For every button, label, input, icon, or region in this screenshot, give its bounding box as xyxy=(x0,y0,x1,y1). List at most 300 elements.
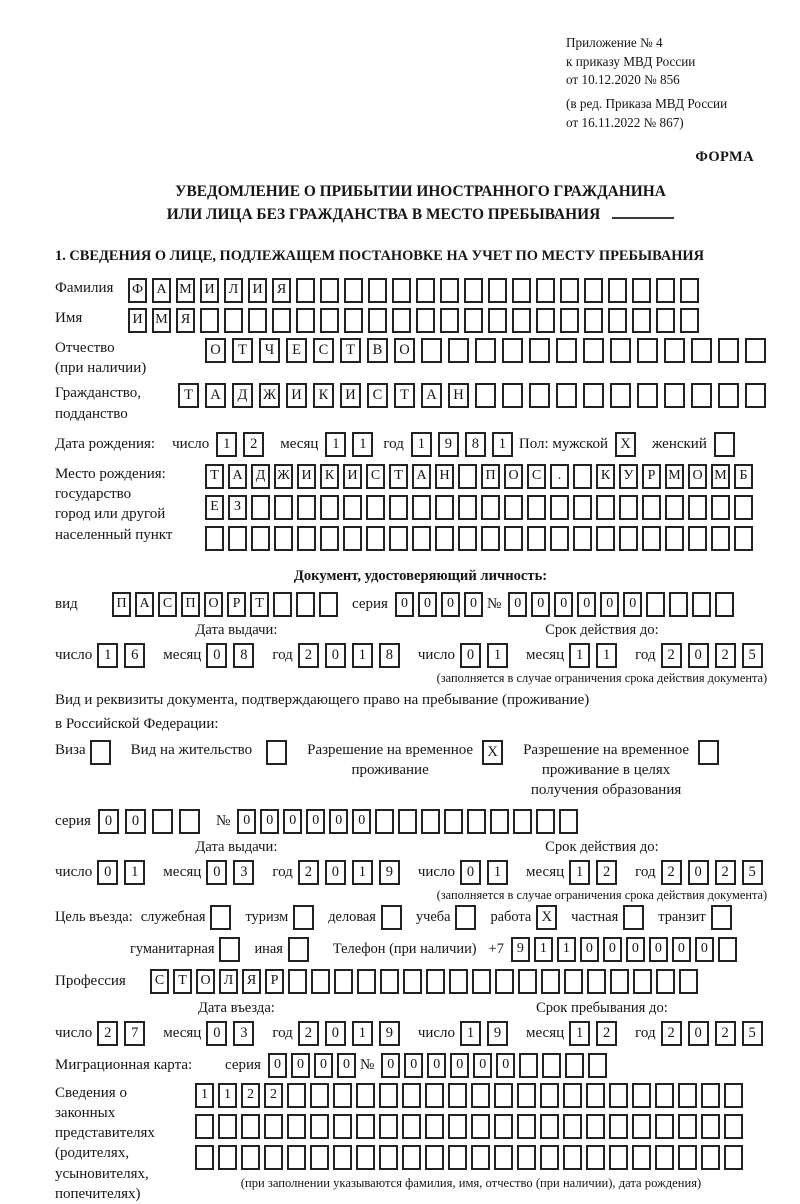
char-cell[interactable]: Б xyxy=(734,464,753,489)
char-cell[interactable] xyxy=(296,592,315,617)
char-cell[interactable] xyxy=(425,1145,444,1170)
char-cell[interactable] xyxy=(502,383,523,408)
char-cell[interactable] xyxy=(586,1083,605,1108)
char-cell[interactable] xyxy=(745,383,766,408)
char-cell[interactable]: А xyxy=(228,464,247,489)
char-cell[interactable] xyxy=(224,308,243,333)
char-cell[interactable] xyxy=(609,1083,628,1108)
char-cell[interactable]: О xyxy=(394,338,415,363)
char-cell[interactable] xyxy=(608,308,627,333)
char-cell[interactable] xyxy=(664,338,685,363)
birth-place-line2-input[interactable] xyxy=(205,495,757,520)
char-cell[interactable] xyxy=(310,1083,329,1108)
edu-permit-checkbox[interactable] xyxy=(698,740,725,765)
char-cell[interactable]: 8 xyxy=(379,643,400,668)
char-cell[interactable]: 3 xyxy=(233,860,254,885)
char-cell[interactable] xyxy=(536,278,555,303)
char-cell[interactable]: 9 xyxy=(379,1021,400,1046)
char-cell[interactable] xyxy=(678,1083,697,1108)
char-cell[interactable]: М xyxy=(711,464,730,489)
char-cell[interactable] xyxy=(646,592,665,617)
char-cell[interactable] xyxy=(556,338,577,363)
char-cell[interactable]: 0 xyxy=(688,643,709,668)
char-cell[interactable]: 0 xyxy=(268,1053,287,1078)
char-cell[interactable]: Л xyxy=(224,278,243,303)
char-cell[interactable] xyxy=(540,1114,559,1139)
char-cell[interactable] xyxy=(518,969,537,994)
char-cell[interactable]: И xyxy=(286,383,307,408)
char-cell[interactable] xyxy=(475,338,496,363)
char-cell[interactable]: 0 xyxy=(580,937,599,962)
char-cell[interactable] xyxy=(632,308,651,333)
char-cell[interactable] xyxy=(664,383,685,408)
char-cell[interactable]: 0 xyxy=(496,1053,515,1078)
char-cell[interactable]: Я xyxy=(272,278,291,303)
char-cell[interactable]: К xyxy=(596,464,615,489)
char-cell[interactable] xyxy=(251,495,270,520)
char-cell[interactable]: О xyxy=(196,969,215,994)
char-cell[interactable] xyxy=(464,308,483,333)
char-cell[interactable] xyxy=(389,495,408,520)
residence-permit-checkbox[interactable] xyxy=(266,740,293,765)
char-cell[interactable]: С xyxy=(158,592,177,617)
sex-female-checkbox[interactable] xyxy=(714,432,741,457)
entry-day-input[interactable] xyxy=(97,1021,151,1046)
char-cell[interactable]: 0 xyxy=(206,1021,227,1046)
legal-reps-line2-input[interactable] xyxy=(195,1114,747,1139)
char-cell[interactable] xyxy=(488,308,507,333)
char-cell[interactable]: Е xyxy=(286,338,307,363)
char-cell[interactable] xyxy=(448,1145,467,1170)
char-cell[interactable] xyxy=(610,338,631,363)
char-cell[interactable] xyxy=(421,809,440,834)
char-cell[interactable]: X xyxy=(615,432,636,457)
purpose-work-checkbox[interactable] xyxy=(536,905,563,930)
char-cell[interactable] xyxy=(421,338,442,363)
char-cell[interactable] xyxy=(379,1114,398,1139)
char-cell[interactable] xyxy=(560,308,579,333)
char-cell[interactable] xyxy=(632,1145,651,1170)
char-cell[interactable]: О xyxy=(205,338,226,363)
char-cell[interactable] xyxy=(264,1145,283,1170)
char-cell[interactable] xyxy=(403,969,422,994)
char-cell[interactable] xyxy=(701,1083,720,1108)
char-cell[interactable]: И xyxy=(128,308,147,333)
char-cell[interactable] xyxy=(692,592,711,617)
char-cell[interactable]: 0 xyxy=(329,809,348,834)
char-cell[interactable] xyxy=(274,526,293,551)
char-cell[interactable] xyxy=(573,464,592,489)
char-cell[interactable]: А xyxy=(152,278,171,303)
char-cell[interactable]: О xyxy=(504,464,523,489)
char-cell[interactable] xyxy=(333,1114,352,1139)
birth-place-line1-input[interactable] xyxy=(205,464,757,489)
char-cell[interactable] xyxy=(632,278,651,303)
char-cell[interactable] xyxy=(464,278,483,303)
char-cell[interactable] xyxy=(586,1114,605,1139)
char-cell[interactable] xyxy=(366,526,385,551)
char-cell[interactable] xyxy=(458,495,477,520)
char-cell[interactable] xyxy=(379,1083,398,1108)
char-cell[interactable]: А xyxy=(205,383,226,408)
char-cell[interactable] xyxy=(471,1145,490,1170)
char-cell[interactable] xyxy=(563,1145,582,1170)
char-cell[interactable] xyxy=(366,495,385,520)
char-cell[interactable] xyxy=(596,495,615,520)
migration-number-input[interactable] xyxy=(381,1053,611,1078)
char-cell[interactable]: . xyxy=(550,464,569,489)
char-cell[interactable]: О xyxy=(688,464,707,489)
birth-year-input[interactable] xyxy=(411,432,519,457)
char-cell[interactable] xyxy=(529,338,550,363)
char-cell[interactable]: 0 xyxy=(626,937,645,962)
char-cell[interactable]: 0 xyxy=(600,592,619,617)
char-cell[interactable]: С xyxy=(366,464,385,489)
char-cell[interactable] xyxy=(701,1145,720,1170)
identity-expiry-day[interactable] xyxy=(460,643,514,668)
char-cell[interactable]: 2 xyxy=(298,643,319,668)
char-cell[interactable]: 0 xyxy=(418,592,437,617)
char-cell[interactable] xyxy=(179,809,200,834)
char-cell[interactable]: 0 xyxy=(688,860,709,885)
char-cell[interactable] xyxy=(343,495,362,520)
char-cell[interactable]: 7 xyxy=(124,1021,145,1046)
char-cell[interactable] xyxy=(517,1145,536,1170)
char-cell[interactable] xyxy=(402,1145,421,1170)
char-cell[interactable] xyxy=(343,526,362,551)
char-cell[interactable]: 0 xyxy=(473,1053,492,1078)
char-cell[interactable]: П xyxy=(112,592,131,617)
char-cell[interactable]: 0 xyxy=(603,937,622,962)
char-cell[interactable] xyxy=(416,308,435,333)
char-cell[interactable] xyxy=(698,740,719,765)
char-cell[interactable]: 2 xyxy=(715,643,736,668)
char-cell[interactable]: 0 xyxy=(206,860,227,885)
char-cell[interactable]: У xyxy=(619,464,638,489)
char-cell[interactable]: 9 xyxy=(438,432,459,457)
char-cell[interactable] xyxy=(564,969,583,994)
char-cell[interactable] xyxy=(517,1114,536,1139)
char-cell[interactable]: 9 xyxy=(487,1021,508,1046)
char-cell[interactable]: 0 xyxy=(125,809,146,834)
char-cell[interactable] xyxy=(665,526,684,551)
char-cell[interactable]: О xyxy=(204,592,223,617)
char-cell[interactable] xyxy=(502,338,523,363)
char-cell[interactable]: 5 xyxy=(742,643,763,668)
char-cell[interactable]: Т xyxy=(178,383,199,408)
purpose-humanitarian-checkbox[interactable] xyxy=(219,937,246,962)
char-cell[interactable] xyxy=(718,338,739,363)
char-cell[interactable]: 1 xyxy=(569,643,590,668)
purpose-transit-checkbox[interactable] xyxy=(711,905,738,930)
char-cell[interactable] xyxy=(642,495,661,520)
doc-number-input[interactable] xyxy=(508,592,738,617)
purpose-private-checkbox[interactable] xyxy=(623,905,650,930)
char-cell[interactable]: М xyxy=(152,308,171,333)
char-cell[interactable]: 2 xyxy=(243,432,264,457)
char-cell[interactable]: 0 xyxy=(325,860,346,885)
char-cell[interactable] xyxy=(619,526,638,551)
char-cell[interactable]: 9 xyxy=(511,937,530,962)
char-cell[interactable] xyxy=(448,1083,467,1108)
char-cell[interactable] xyxy=(688,526,707,551)
char-cell[interactable]: 0 xyxy=(404,1053,423,1078)
char-cell[interactable] xyxy=(288,937,309,962)
char-cell[interactable] xyxy=(392,308,411,333)
char-cell[interactable] xyxy=(251,526,270,551)
stay-month-input[interactable] xyxy=(569,1021,623,1046)
char-cell[interactable] xyxy=(519,1053,538,1078)
char-cell[interactable]: М xyxy=(665,464,684,489)
char-cell[interactable] xyxy=(623,905,644,930)
char-cell[interactable] xyxy=(680,278,699,303)
citizenship-input[interactable] xyxy=(178,383,772,408)
char-cell[interactable] xyxy=(356,1083,375,1108)
char-cell[interactable] xyxy=(471,1114,490,1139)
char-cell[interactable]: С xyxy=(150,969,169,994)
char-cell[interactable] xyxy=(310,1114,329,1139)
char-cell[interactable]: 1 xyxy=(557,937,576,962)
char-cell[interactable] xyxy=(550,526,569,551)
char-cell[interactable] xyxy=(288,969,307,994)
char-cell[interactable] xyxy=(540,1145,559,1170)
char-cell[interactable]: И xyxy=(248,278,267,303)
char-cell[interactable] xyxy=(656,969,675,994)
char-cell[interactable]: Т xyxy=(250,592,269,617)
char-cell[interactable] xyxy=(320,278,339,303)
char-cell[interactable] xyxy=(609,1145,628,1170)
char-cell[interactable]: М xyxy=(176,278,195,303)
char-cell[interactable] xyxy=(475,383,496,408)
purpose-official-checkbox[interactable] xyxy=(210,905,237,930)
char-cell[interactable] xyxy=(724,1145,743,1170)
char-cell[interactable] xyxy=(471,1083,490,1108)
char-cell[interactable] xyxy=(637,383,658,408)
char-cell[interactable] xyxy=(210,905,231,930)
char-cell[interactable]: Л xyxy=(219,969,238,994)
char-cell[interactable] xyxy=(412,526,431,551)
char-cell[interactable] xyxy=(333,1083,352,1108)
char-cell[interactable] xyxy=(584,308,603,333)
char-cell[interactable]: X xyxy=(482,740,503,765)
entry-year-input[interactable] xyxy=(298,1021,406,1046)
char-cell[interactable] xyxy=(287,1114,306,1139)
char-cell[interactable] xyxy=(344,278,363,303)
char-cell[interactable]: П xyxy=(481,464,500,489)
char-cell[interactable] xyxy=(458,464,477,489)
char-cell[interactable]: Д xyxy=(232,383,253,408)
char-cell[interactable] xyxy=(320,308,339,333)
char-cell[interactable] xyxy=(559,809,578,834)
char-cell[interactable] xyxy=(490,809,509,834)
char-cell[interactable]: Ж xyxy=(274,464,293,489)
char-cell[interactable]: А xyxy=(135,592,154,617)
purpose-business-checkbox[interactable] xyxy=(381,905,408,930)
char-cell[interactable] xyxy=(718,383,739,408)
char-cell[interactable] xyxy=(296,278,315,303)
char-cell[interactable] xyxy=(734,495,753,520)
residence-series-input[interactable] xyxy=(98,809,206,834)
char-cell[interactable]: 0 xyxy=(577,592,596,617)
char-cell[interactable]: 0 xyxy=(688,1021,709,1046)
char-cell[interactable]: 0 xyxy=(649,937,668,962)
migration-series-input[interactable] xyxy=(268,1053,360,1078)
char-cell[interactable] xyxy=(573,495,592,520)
char-cell[interactable]: В xyxy=(367,338,388,363)
char-cell[interactable]: 2 xyxy=(298,860,319,885)
char-cell[interactable] xyxy=(344,308,363,333)
char-cell[interactable] xyxy=(678,1114,697,1139)
legal-reps-line3-input[interactable] xyxy=(195,1145,747,1170)
char-cell[interactable]: Д xyxy=(251,464,270,489)
char-cell[interactable]: 0 xyxy=(427,1053,446,1078)
char-cell[interactable] xyxy=(688,495,707,520)
char-cell[interactable] xyxy=(565,1053,584,1078)
char-cell[interactable] xyxy=(472,969,491,994)
char-cell[interactable]: 2 xyxy=(298,1021,319,1046)
char-cell[interactable] xyxy=(435,495,454,520)
char-cell[interactable] xyxy=(529,383,550,408)
char-cell[interactable] xyxy=(449,969,468,994)
char-cell[interactable] xyxy=(495,969,514,994)
char-cell[interactable]: Т xyxy=(394,383,415,408)
char-cell[interactable] xyxy=(273,592,292,617)
char-cell[interactable] xyxy=(550,495,569,520)
char-cell[interactable] xyxy=(320,526,339,551)
char-cell[interactable] xyxy=(448,1114,467,1139)
char-cell[interactable] xyxy=(272,308,291,333)
char-cell[interactable] xyxy=(381,905,402,930)
char-cell[interactable]: Т xyxy=(173,969,192,994)
char-cell[interactable]: 0 xyxy=(531,592,550,617)
char-cell[interactable] xyxy=(655,1114,674,1139)
char-cell[interactable] xyxy=(633,969,652,994)
char-cell[interactable] xyxy=(724,1083,743,1108)
char-cell[interactable] xyxy=(455,905,476,930)
char-cell[interactable] xyxy=(333,1145,352,1170)
char-cell[interactable] xyxy=(218,1145,237,1170)
char-cell[interactable] xyxy=(504,495,523,520)
char-cell[interactable] xyxy=(287,1145,306,1170)
char-cell[interactable] xyxy=(494,1145,513,1170)
char-cell[interactable]: 1 xyxy=(218,1083,237,1108)
identity-issue-year[interactable] xyxy=(298,643,406,668)
char-cell[interactable] xyxy=(380,969,399,994)
char-cell[interactable]: 1 xyxy=(487,643,508,668)
char-cell[interactable] xyxy=(517,1083,536,1108)
char-cell[interactable] xyxy=(488,278,507,303)
char-cell[interactable]: 2 xyxy=(715,1021,736,1046)
char-cell[interactable] xyxy=(642,526,661,551)
residence-expiry-day[interactable] xyxy=(460,860,514,885)
legal-reps-line1-input[interactable] xyxy=(195,1083,747,1108)
char-cell[interactable]: С xyxy=(527,464,546,489)
char-cell[interactable]: 5 xyxy=(742,860,763,885)
char-cell[interactable] xyxy=(701,1114,720,1139)
char-cell[interactable] xyxy=(691,338,712,363)
char-cell[interactable]: 0 xyxy=(672,937,691,962)
char-cell[interactable]: Т xyxy=(340,338,361,363)
char-cell[interactable]: Р xyxy=(265,969,284,994)
char-cell[interactable]: П xyxy=(181,592,200,617)
char-cell[interactable] xyxy=(610,383,631,408)
char-cell[interactable] xyxy=(444,809,463,834)
char-cell[interactable]: 2 xyxy=(661,643,682,668)
char-cell[interactable]: 1 xyxy=(352,1021,373,1046)
char-cell[interactable] xyxy=(368,278,387,303)
char-cell[interactable] xyxy=(637,338,658,363)
doc-kind-input[interactable] xyxy=(112,592,342,617)
char-cell[interactable]: 1 xyxy=(352,860,373,885)
char-cell[interactable] xyxy=(718,937,737,962)
char-cell[interactable]: К xyxy=(313,383,334,408)
purpose-tourism-checkbox[interactable] xyxy=(293,905,320,930)
char-cell[interactable]: 0 xyxy=(395,592,414,617)
char-cell[interactable]: 2 xyxy=(661,1021,682,1046)
char-cell[interactable] xyxy=(435,526,454,551)
identity-expiry-month[interactable] xyxy=(569,643,623,668)
char-cell[interactable]: И xyxy=(343,464,362,489)
temp-permit-checkbox[interactable] xyxy=(482,740,509,765)
char-cell[interactable] xyxy=(691,383,712,408)
entry-month-input[interactable] xyxy=(206,1021,260,1046)
char-cell[interactable]: С xyxy=(313,338,334,363)
char-cell[interactable] xyxy=(632,1114,651,1139)
char-cell[interactable] xyxy=(425,1114,444,1139)
char-cell[interactable] xyxy=(356,1145,375,1170)
residence-expiry-month[interactable] xyxy=(569,860,623,885)
char-cell[interactable]: 1 xyxy=(534,937,553,962)
char-cell[interactable] xyxy=(494,1083,513,1108)
char-cell[interactable] xyxy=(586,1145,605,1170)
char-cell[interactable]: 0 xyxy=(554,592,573,617)
char-cell[interactable] xyxy=(402,1083,421,1108)
purpose-other-checkbox[interactable] xyxy=(288,937,315,962)
char-cell[interactable]: 5 xyxy=(742,1021,763,1046)
residence-issue-day[interactable] xyxy=(97,860,151,885)
char-cell[interactable] xyxy=(587,969,606,994)
char-cell[interactable]: 0 xyxy=(381,1053,400,1078)
char-cell[interactable] xyxy=(536,809,555,834)
char-cell[interactable]: 1 xyxy=(460,1021,481,1046)
char-cell[interactable] xyxy=(310,1145,329,1170)
char-cell[interactable] xyxy=(527,526,546,551)
profession-input[interactable] xyxy=(150,969,702,994)
char-cell[interactable] xyxy=(540,1083,559,1108)
char-cell[interactable]: 0 xyxy=(623,592,642,617)
char-cell[interactable]: 1 xyxy=(411,432,432,457)
char-cell[interactable]: Ф xyxy=(128,278,147,303)
char-cell[interactable]: 2 xyxy=(715,860,736,885)
char-cell[interactable] xyxy=(656,308,675,333)
char-cell[interactable] xyxy=(200,308,219,333)
char-cell[interactable] xyxy=(724,1114,743,1139)
char-cell[interactable]: 0 xyxy=(464,592,483,617)
char-cell[interactable]: 0 xyxy=(441,592,460,617)
char-cell[interactable] xyxy=(440,308,459,333)
char-cell[interactable]: 0 xyxy=(237,809,256,834)
char-cell[interactable] xyxy=(264,1114,283,1139)
char-cell[interactable] xyxy=(375,809,394,834)
char-cell[interactable]: 2 xyxy=(596,1021,617,1046)
char-cell[interactable]: Е xyxy=(205,495,224,520)
char-cell[interactable]: 1 xyxy=(352,432,373,457)
char-cell[interactable]: Ж xyxy=(259,383,280,408)
char-cell[interactable] xyxy=(320,495,339,520)
char-cell[interactable] xyxy=(680,308,699,333)
char-cell[interactable] xyxy=(458,526,477,551)
char-cell[interactable] xyxy=(669,592,688,617)
